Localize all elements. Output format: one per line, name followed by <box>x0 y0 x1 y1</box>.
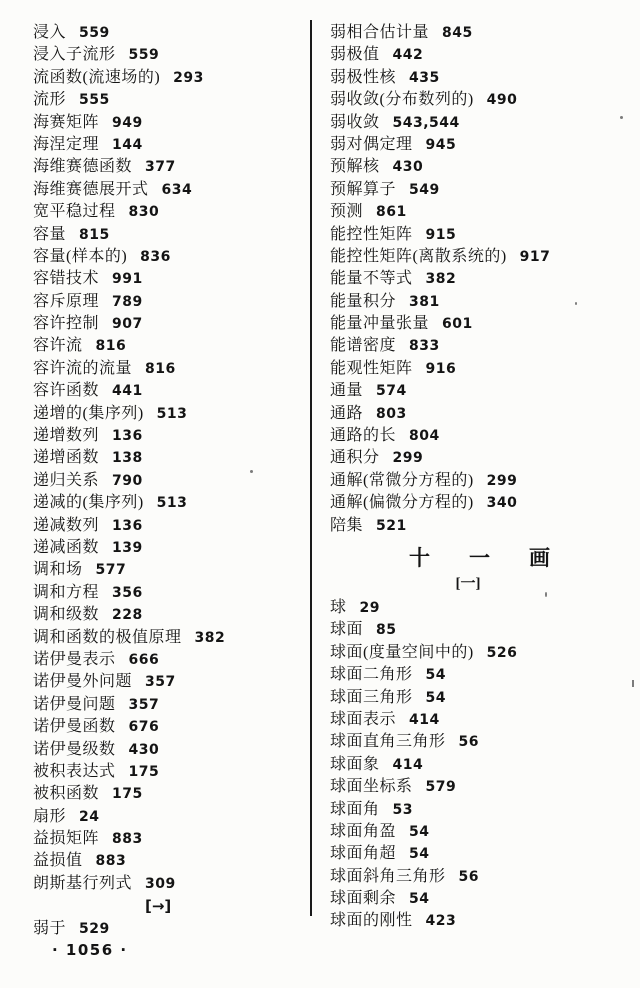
entry-term: 朗斯基行列式 <box>33 874 133 892</box>
index-entry <box>330 664 630 686</box>
entry-page-number: 136 <box>112 428 143 445</box>
index-entry <box>33 559 301 581</box>
index-entry <box>330 910 630 932</box>
entry-page-number: 414 <box>409 711 440 728</box>
index-entry <box>33 671 301 693</box>
entry-term: 通路的长 <box>330 427 397 445</box>
entry-term: 能观性矩阵 <box>330 359 413 377</box>
entry-term: 递归关系 <box>33 471 100 489</box>
entry-term: 益损值 <box>33 852 83 870</box>
entry-term: 容量 <box>33 225 67 243</box>
index-entry <box>33 761 301 783</box>
entry-page-number: 529 <box>79 920 110 937</box>
index-entry <box>330 335 630 357</box>
entry-term: 球面(度量空间中的) <box>330 643 474 661</box>
entry-term: 弱极性核 <box>330 68 397 86</box>
entry-page-number: 521 <box>376 517 407 534</box>
entry-term: 益损矩阵 <box>33 830 100 848</box>
index-entry <box>33 67 301 89</box>
entry-term: 容许流的流量 <box>33 359 133 377</box>
entry-page-number: 916 <box>425 360 457 377</box>
index-entry <box>33 873 301 895</box>
entry-term: 诺伊曼表示 <box>33 650 116 668</box>
index-entry <box>330 134 630 156</box>
scan-speck <box>632 680 634 687</box>
index-entry <box>33 403 301 425</box>
entry-term: 被积函数 <box>33 785 100 803</box>
entry-term: 递减的(集序列) <box>33 494 144 512</box>
entry-term: 能控性矩阵 <box>330 225 413 243</box>
index-entry <box>330 888 630 910</box>
index-entry <box>33 380 301 402</box>
entry-term: 弱于 <box>33 919 67 937</box>
entry-page-number: 804 <box>409 428 440 445</box>
entry-term: 递增数列 <box>33 427 100 445</box>
entry-page-number: 138 <box>112 450 143 467</box>
entry-page-number: 309 <box>145 875 176 892</box>
index-entry <box>33 291 301 313</box>
section-heading-eleven-strokes <box>330 544 630 572</box>
entry-term: 诺伊曼函数 <box>33 718 116 736</box>
entry-page-number: 56 <box>458 734 479 751</box>
index-entry <box>330 515 630 537</box>
entry-page-number: 175 <box>128 763 160 780</box>
left-entry-list <box>33 22 301 895</box>
entry-page-number: 845 <box>442 25 473 41</box>
entry-term: 预解算子 <box>330 180 397 198</box>
entry-term: 递减函数 <box>33 538 100 556</box>
entry-term: 球面 <box>330 621 364 639</box>
index-entry <box>33 358 301 380</box>
entry-page-number: 293 <box>173 69 204 86</box>
index-entry <box>33 246 301 268</box>
index-entry <box>33 694 301 716</box>
heading-character: 十 <box>409 545 431 570</box>
scan-speck <box>250 470 253 473</box>
continuation-arrow-marker: [→] <box>145 897 172 916</box>
entry-term: 球面角 <box>330 800 380 818</box>
index-entry <box>33 470 301 492</box>
entry-page-number: 579 <box>425 779 457 796</box>
entry-term: 通积分 <box>330 449 380 467</box>
index-entry <box>33 425 301 447</box>
entry-page-number: 54 <box>409 823 430 840</box>
entry-term: 海涅定理 <box>33 135 100 153</box>
entry-page-number: 601 <box>442 316 473 333</box>
entry-page-number: 883 <box>95 853 127 870</box>
entry-page-number: 356 <box>112 584 143 601</box>
entry-term: 弱收敛(分布数列的) <box>330 91 474 109</box>
entry-page-number: 382 <box>194 629 226 646</box>
entry-term: 容错技术 <box>33 270 100 288</box>
index-entry <box>33 22 301 44</box>
entry-page-number: 340 <box>486 495 518 512</box>
entry-term: 球面角盈 <box>330 822 397 840</box>
entry-page-number: 634 <box>161 181 193 198</box>
entry-page-number: 442 <box>392 47 424 64</box>
entry-page-number: 861 <box>376 204 407 221</box>
index-entry <box>33 313 301 335</box>
scan-speck <box>545 592 547 597</box>
index-entry <box>330 866 630 888</box>
entry-term: 流形 <box>33 91 67 109</box>
entry-page-number: 549 <box>409 181 440 198</box>
index-entry <box>33 179 301 201</box>
entry-term: 通解(偏微分方程的) <box>330 494 474 512</box>
index-entry <box>330 492 630 514</box>
page-number: · 1056 · <box>52 941 128 959</box>
entry-page-number: 490 <box>486 92 518 109</box>
entry-page-number: 830 <box>128 204 160 221</box>
index-entry <box>330 67 630 89</box>
entry-page-number: 907 <box>112 316 143 333</box>
entry-page-number: 833 <box>409 338 440 355</box>
scan-speck <box>620 116 623 119</box>
entry-term: 容斥原理 <box>33 292 100 310</box>
entry-term: 海维赛德展开式 <box>33 180 149 198</box>
entry-page-number: 917 <box>519 248 551 265</box>
entry-page-number: 139 <box>112 539 143 556</box>
entry-page-number: 790 <box>112 472 143 489</box>
entry-term: 容许函数 <box>33 382 100 400</box>
index-entry <box>330 179 630 201</box>
index-entry <box>33 44 301 66</box>
entry-term: 调和场 <box>33 561 83 579</box>
entry-page-number: 377 <box>145 159 176 176</box>
heading-character: 一 <box>469 545 491 570</box>
index-entry <box>33 850 301 872</box>
entry-page-number: 54 <box>425 689 446 706</box>
entry-page-number: 54 <box>409 891 430 908</box>
entry-page-number: 29 <box>359 599 380 616</box>
entry-page-number: 991 <box>112 271 143 288</box>
entry-term: 球面象 <box>330 755 380 773</box>
entry-term: 诺伊曼外问题 <box>33 673 133 691</box>
entry-term: 球面角超 <box>330 845 397 863</box>
entry-page-number: 574 <box>376 383 407 400</box>
entry-page-number: 543,544 <box>392 114 460 131</box>
entry-page-number: 559 <box>79 25 110 41</box>
entry-page-number: 559 <box>128 47 160 64</box>
entry-term: 浸入子流形 <box>33 46 116 64</box>
right-entry-list-bottom <box>330 597 630 933</box>
entry-term: 陪集 <box>330 516 364 534</box>
entry-term: 能量不等式 <box>330 270 413 288</box>
index-entry <box>330 224 630 246</box>
entry-term: 容许控制 <box>33 315 100 333</box>
index-entry <box>33 716 301 738</box>
entry-term: 球面剩余 <box>330 890 397 908</box>
index-entry <box>33 335 301 357</box>
entry-page-number: 85 <box>376 622 397 639</box>
entry-term: 球面三角形 <box>330 688 413 706</box>
entry-term: 弱极值 <box>330 46 380 64</box>
entry-page-number: 915 <box>425 226 457 243</box>
index-entry <box>33 806 301 828</box>
entry-page-number: 53 <box>392 801 413 818</box>
entry-term: 递增函数 <box>33 449 100 467</box>
index-entry <box>330 754 630 776</box>
entry-term: 递增的(集序列) <box>33 404 144 422</box>
index-entry <box>33 156 301 178</box>
index-entry <box>33 739 301 761</box>
index-entry <box>330 642 630 664</box>
index-entry <box>330 22 630 44</box>
entry-page-number: 228 <box>112 607 143 624</box>
right-column <box>330 22 630 933</box>
index-entry <box>330 44 630 66</box>
index-entry <box>33 515 301 537</box>
index-entry <box>330 156 630 178</box>
index-entry <box>330 403 630 425</box>
index-entry <box>33 268 301 290</box>
entry-term: 球面表示 <box>330 710 397 728</box>
index-entry <box>330 799 630 821</box>
entry-page-number: 430 <box>128 741 160 758</box>
entry-page-number: 382 <box>425 271 457 288</box>
entry-term: 预测 <box>330 203 364 221</box>
index-entry <box>330 201 630 223</box>
entry-term: 宽平稳过程 <box>33 203 116 221</box>
entry-page-number: 54 <box>425 667 446 684</box>
entry-term: 球 <box>330 598 347 616</box>
entry-page-number: 144 <box>112 136 143 153</box>
index-entry <box>330 447 630 469</box>
column-divider-rule <box>310 20 312 916</box>
index-entry <box>330 597 630 619</box>
left-entry-list-after-marker <box>33 918 301 940</box>
entry-term: 弱收敛 <box>330 113 380 131</box>
index-entry <box>33 649 301 671</box>
entry-page-number: 357 <box>145 674 176 691</box>
entry-page-number: 423 <box>425 913 457 930</box>
entry-term: 弱相合估计量 <box>330 24 430 41</box>
entry-page-number: 513 <box>156 405 188 422</box>
index-entry <box>330 776 630 798</box>
index-entry <box>330 380 630 402</box>
entry-term: 浸入 <box>33 24 67 41</box>
entry-page-number: 836 <box>140 248 171 265</box>
index-entry <box>330 291 630 313</box>
entry-page-number: 816 <box>95 338 127 355</box>
entry-page-number: 175 <box>112 786 143 803</box>
entry-page-number: 555 <box>79 92 110 109</box>
index-entry <box>330 843 630 865</box>
entry-page-number: 789 <box>112 293 143 310</box>
entry-term: 能谱密度 <box>330 337 397 355</box>
index-entry <box>330 731 630 753</box>
entry-page-number: 357 <box>128 696 160 713</box>
entry-term: 能量积分 <box>330 292 397 310</box>
index-entry <box>33 112 301 134</box>
index-entry <box>330 89 630 111</box>
index-entry <box>33 492 301 514</box>
right-entry-list-top <box>330 22 630 537</box>
index-entry <box>330 246 630 268</box>
entry-page-number: 435 <box>409 69 440 86</box>
entry-term: 球面坐标系 <box>330 778 413 796</box>
entry-term: 诺伊曼问题 <box>33 695 116 713</box>
index-entry <box>33 447 301 469</box>
entry-term: 弱对偶定理 <box>330 135 413 153</box>
entry-page-number: 299 <box>392 450 424 467</box>
index-entry <box>33 582 301 604</box>
index-entry <box>330 313 630 335</box>
entry-term: 球面斜角三角形 <box>330 867 446 885</box>
index-entry <box>330 268 630 290</box>
entry-page-number: 816 <box>145 360 176 377</box>
index-entry <box>33 627 301 649</box>
index-entry <box>330 425 630 447</box>
entry-page-number: 441 <box>112 383 143 400</box>
entry-term: 被积表达式 <box>33 762 116 780</box>
entry-term: 递减数列 <box>33 516 100 534</box>
entry-page-number: 24 <box>79 808 100 825</box>
index-entry <box>330 470 630 492</box>
entry-term: 球面的刚性 <box>330 912 413 930</box>
entry-term: 能量冲量张量 <box>330 315 430 333</box>
entry-page-number: 430 <box>392 159 424 176</box>
subsection-marker: [一] <box>455 575 481 592</box>
entry-term: 海赛矩阵 <box>33 113 100 131</box>
index-entry <box>330 687 630 709</box>
entry-term: 球面二角形 <box>330 666 413 684</box>
entry-page-number: 949 <box>112 114 143 131</box>
index-entry <box>330 709 630 731</box>
left-column <box>33 22 301 940</box>
entry-page-number: 815 <box>79 226 110 243</box>
index-entry <box>33 134 301 156</box>
entry-term: 通解(常微分方程的) <box>330 471 474 489</box>
entry-page-number: 577 <box>95 562 127 579</box>
heading-character: 画 <box>529 545 551 570</box>
entry-term: 调和函数的极值原理 <box>33 628 182 646</box>
index-entry <box>33 537 301 559</box>
entry-page-number: 54 <box>409 846 430 863</box>
index-entry <box>33 89 301 111</box>
entry-page-number: 666 <box>128 651 160 668</box>
entry-page-number: 381 <box>409 293 440 310</box>
scan-speck <box>575 302 577 305</box>
entry-term: 通量 <box>330 382 364 400</box>
entry-page-number: 945 <box>425 136 457 153</box>
entry-term: 预解核 <box>330 158 380 176</box>
entry-term: 容量(样本的) <box>33 247 128 265</box>
entry-term: 调和方程 <box>33 583 100 601</box>
entry-page-number: 136 <box>112 517 143 534</box>
entry-term: 诺伊曼级数 <box>33 740 116 758</box>
index-entry <box>33 783 301 805</box>
index-entry <box>33 918 301 940</box>
entry-term: 海维赛德函数 <box>33 158 133 176</box>
index-entry <box>33 828 301 850</box>
index-entry <box>330 619 630 641</box>
entry-page-number: 803 <box>376 405 407 422</box>
entry-term: 调和级数 <box>33 606 100 624</box>
entry-page-number: 513 <box>156 495 188 512</box>
index-entry <box>33 604 301 626</box>
index-entry <box>33 201 301 223</box>
entry-term: 容许流 <box>33 337 83 355</box>
entry-term: 扇形 <box>33 807 67 825</box>
entry-term: 通路 <box>330 404 364 422</box>
index-entry <box>330 112 630 134</box>
entry-page-number: 56 <box>458 868 479 885</box>
entry-term: 流函数(流速场的) <box>33 68 161 86</box>
index-entry <box>33 224 301 246</box>
entry-term: 能控性矩阵(离散系统的) <box>330 247 507 265</box>
entry-page-number: 526 <box>486 644 518 661</box>
entry-page-number: 299 <box>486 472 518 489</box>
entry-page-number: 676 <box>128 719 160 736</box>
index-entry <box>330 821 630 843</box>
entry-page-number: 414 <box>392 756 424 773</box>
entry-term: 球面直角三角形 <box>330 733 446 751</box>
entry-page-number: 883 <box>112 831 143 848</box>
index-entry <box>330 358 630 380</box>
